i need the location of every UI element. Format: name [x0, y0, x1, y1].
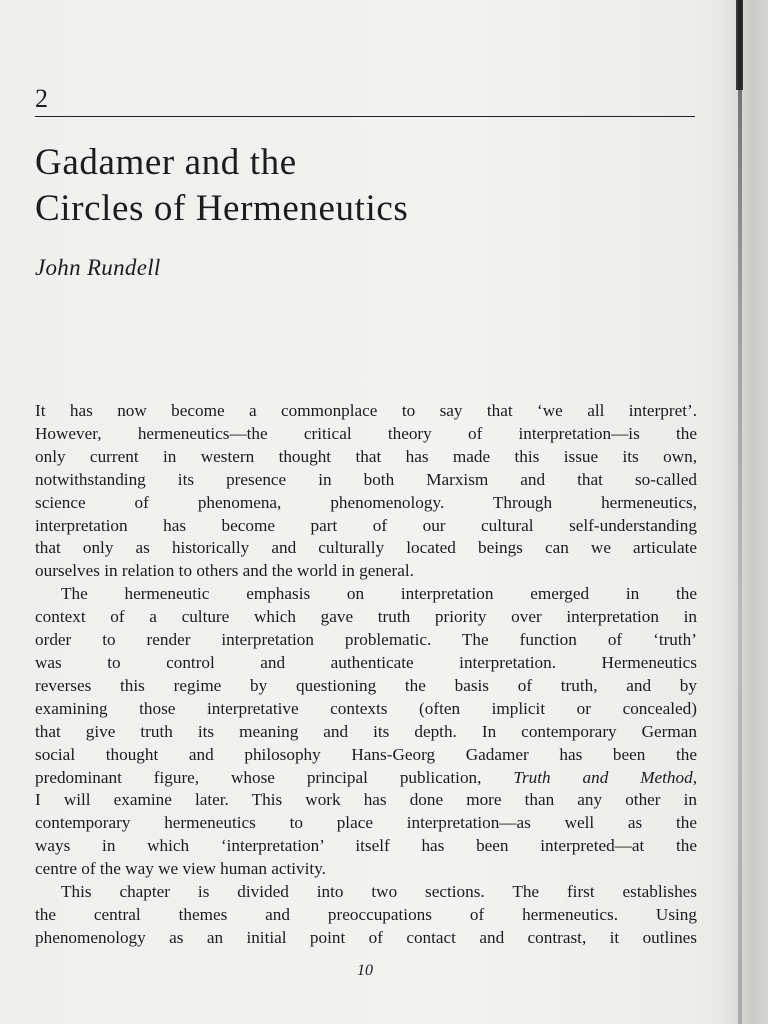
body-text [35, 400, 697, 950]
book-title-italic: Truth and Method [513, 767, 693, 787]
text-line: contemporary hermeneutics to place interpretation—as well as the [35, 813, 697, 833]
text-line: only current in western thought that has made this issue its own, [35, 446, 697, 466]
chapter-author: John Rundell [35, 255, 161, 280]
text-line: that only as historically and culturally located beings can we articulate [35, 538, 697, 558]
text-line: social thought and philosophy Hans-Georg Gadamer has been the [35, 744, 697, 764]
text-line: order to render interpretation problematic. The function of ‘truth’ [35, 630, 697, 650]
text-line: I will examine later. This work has done more than any other in [35, 790, 697, 810]
chapter-title-line: Gadamer and the [35, 142, 297, 183]
text-line: was to control and authenticate interpretation. Hermeneutics [35, 652, 697, 672]
text-line: This chapter is divided into two sections. The first establishes [61, 882, 697, 902]
page-edge-shadow [718, 0, 768, 1024]
text-line: phenomenology as an initial point of contact and contrast, it outlines [35, 927, 697, 947]
text-line: However, hermeneutics—the critical theory of interpretation—is the [35, 423, 697, 443]
chapter-rule [35, 116, 695, 117]
text-line: reverses this regime by questioning the basis of truth, and by [35, 675, 697, 695]
text-fragment: predominant figure, whose principal publication, [35, 767, 514, 787]
text-line: science of phenomena, phenomenology. Through hermeneutics, [35, 492, 697, 512]
text-line: notwithstanding its presence in both Marxism and that so-called [35, 469, 697, 489]
text-fragment: , [692, 767, 697, 787]
text-line [35, 767, 697, 790]
chapter-title-line: Circles of Hermeneutics [35, 188, 409, 229]
text-line: ways in which ‘interpretation’ itself has been interpreted—at the [35, 836, 697, 856]
text-line: It has now become a commonplace to say that ‘we all interpret’. [35, 401, 697, 420]
page-number: 10 [357, 962, 373, 979]
page-edge-dark-top [736, 0, 743, 90]
text-line: the central themes and preoccupations of hermeneutics. Using [35, 904, 697, 924]
text-line: interpretation has become part of our cultural self-understanding [35, 515, 697, 535]
chapter-number: 2 [35, 84, 48, 113]
text-line: context of a culture which gave truth priority over interpretation in [35, 607, 697, 627]
text-line: The hermeneutic emphasis on interpretation emerged in the [61, 584, 697, 604]
text-line: ourselves in relation to others and the world in general. [35, 561, 414, 581]
chapter-title [35, 140, 715, 232]
page-edge-line [738, 0, 742, 1024]
text-line: examining those interpretative contexts (often implicit or concealed) [35, 698, 697, 718]
text-line: that give truth its meaning and its depth. In contemporary German [35, 721, 697, 741]
text-line: centre of the way we view human activity. [35, 859, 326, 879]
